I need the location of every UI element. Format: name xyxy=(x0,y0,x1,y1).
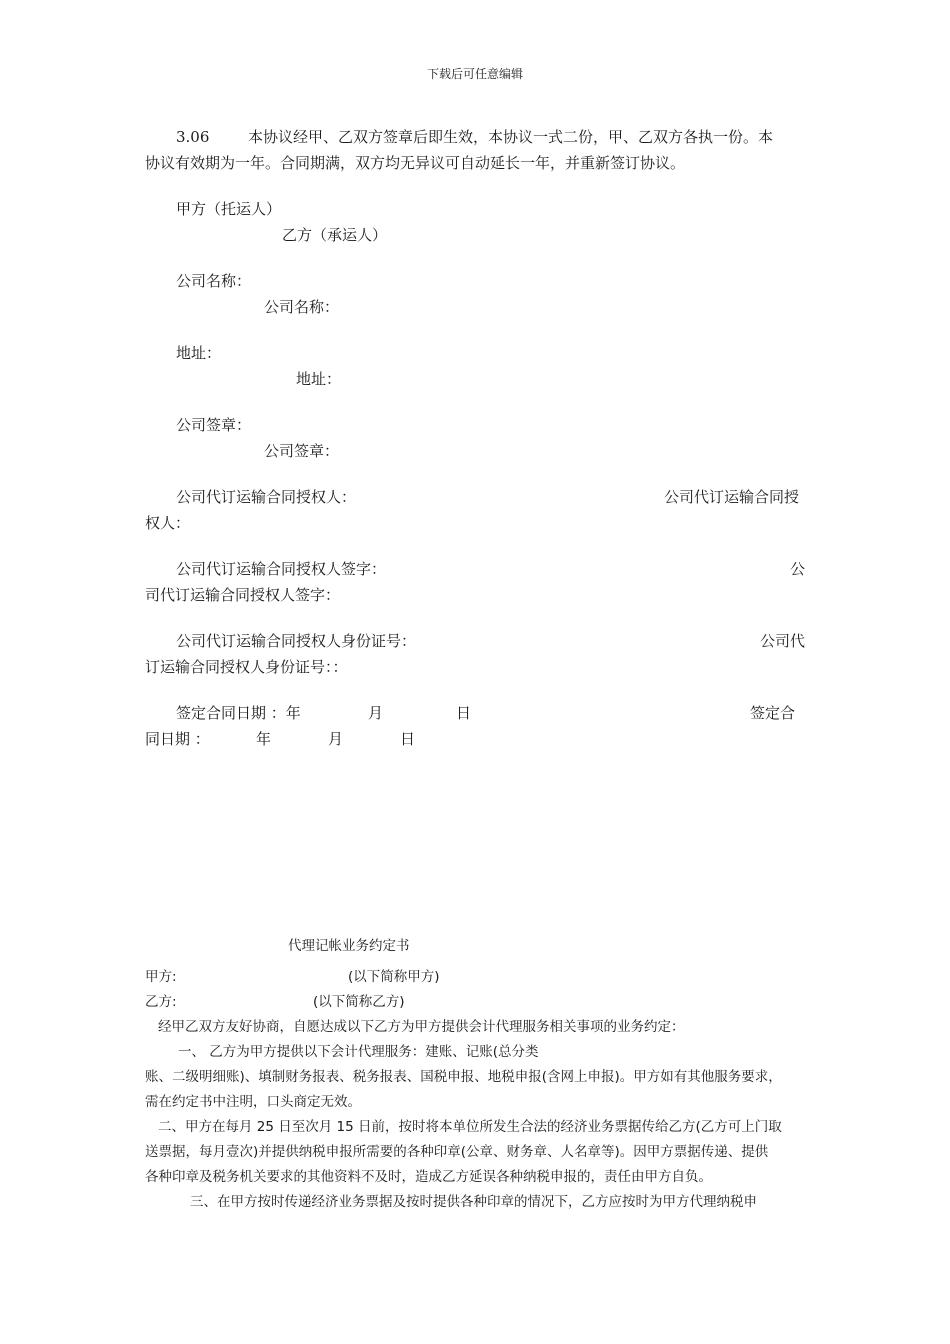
party-b-agent-part2: 权人： xyxy=(145,514,191,532)
agreement-item3-line1: 三、在甲方按时传递经济业务票据及按时提供各种印章的情况下，乙方应按时为甲方代理纳税申 xyxy=(190,1194,757,1210)
party-b-date-day: 日 xyxy=(400,730,416,748)
party-a-seal: 公司签章： xyxy=(176,416,252,434)
party-b-seal: 公司签章： xyxy=(264,442,340,460)
agreement-item1-line3: 需在约定书中注明，口头商定无效。 xyxy=(145,1094,361,1110)
party-a-title: 甲方（托运人） xyxy=(176,200,282,218)
party-b-company-name: 公司名称： xyxy=(264,298,340,316)
agreement-title: 代理记帐业务约定书 xyxy=(288,938,410,954)
party-b-agent-id-part2: 订运输合同授权人身份证号：： xyxy=(145,658,348,676)
party-b-agent-id-part1: 公司代 xyxy=(760,632,806,650)
party-b-title: 乙方（承运人） xyxy=(282,226,388,244)
party-a-date-month: 月 xyxy=(368,704,384,722)
clause-text-line2: 协议有效期为一年。合同期满，双方均无异议可自动延长一年，并重新签订协议。 xyxy=(145,154,686,172)
agreement-item2-line3: 各种印章及税务机关要求的其他资料不及时，造成乙方延误各种纳税申报的，责任由甲方自负。 xyxy=(145,1169,712,1185)
agreement-party-b-note: (以下简称乙方) xyxy=(313,994,405,1010)
party-b-date-month: 月 xyxy=(328,730,344,748)
party-a-agent: 公司代订运输合同授权人： xyxy=(176,488,357,506)
clause-number: 3.06 xyxy=(176,128,210,146)
clause-text-line1: 本协议经甲、乙双方签章后即生效，本协议一式二份，甲、乙双方各执一份。本 xyxy=(248,128,774,146)
party-a-company-name: 公司名称： xyxy=(176,272,252,290)
party-b-agent-part1: 公司代订运输合同授 xyxy=(664,488,800,506)
page-header-note: 下载后可任意编辑 xyxy=(426,67,523,81)
agreement-item2-line1: 二、甲方在每月 25 日至次月 15 日前，按时将本单位所发生合法的经济业务票据传给乙方(乙方可上门取 xyxy=(158,1119,782,1135)
party-b-date-year: 年 xyxy=(256,730,272,748)
party-b-agent-signature-part2: 司代订运输合同授权人签字： xyxy=(145,586,341,604)
party-a-agent-id: 公司代订运输合同授权人身份证号： xyxy=(176,632,417,650)
party-b-date-part2: 同日期 ： xyxy=(145,730,210,748)
agreement-intro: 经甲乙双方友好协商，自愿达成以下乙方为甲方提供会计代理服务相关事项的业务约定： xyxy=(158,1019,685,1035)
party-a-date-label: 签定合同日期 ：年 xyxy=(176,704,301,722)
agreement-item1-line2: 账、二级明细账)、填制财务报表、税务报表、国税申报、地税申报(含网上申报)。甲方如有其他服务要求， xyxy=(145,1069,782,1085)
party-b-agent-signature-part1: 公 xyxy=(790,560,806,578)
agreement-item2-line2: 送票据，每月壹次)并提供纳税申报所需要的各种印章(公章、财务章、人名章等)。因甲方票据传递、提供 xyxy=(145,1144,769,1160)
party-a-agent-signature: 公司代订运输合同授权人签字： xyxy=(176,560,387,578)
party-b-date-part1: 签定合 xyxy=(750,704,796,722)
party-b-address: 地址： xyxy=(296,370,342,388)
agreement-item1-line1: 一、 乙方为甲方提供以下会计代理服务：建账、记账(总分类 xyxy=(178,1044,539,1060)
party-a-date-day: 日 xyxy=(456,704,472,722)
agreement-party-a-note: (以下简称甲方) xyxy=(348,969,440,985)
agreement-party-b-label: 乙方: xyxy=(145,994,177,1010)
party-a-address: 地址： xyxy=(176,344,222,362)
agreement-party-a-label: 甲方: xyxy=(145,969,177,985)
